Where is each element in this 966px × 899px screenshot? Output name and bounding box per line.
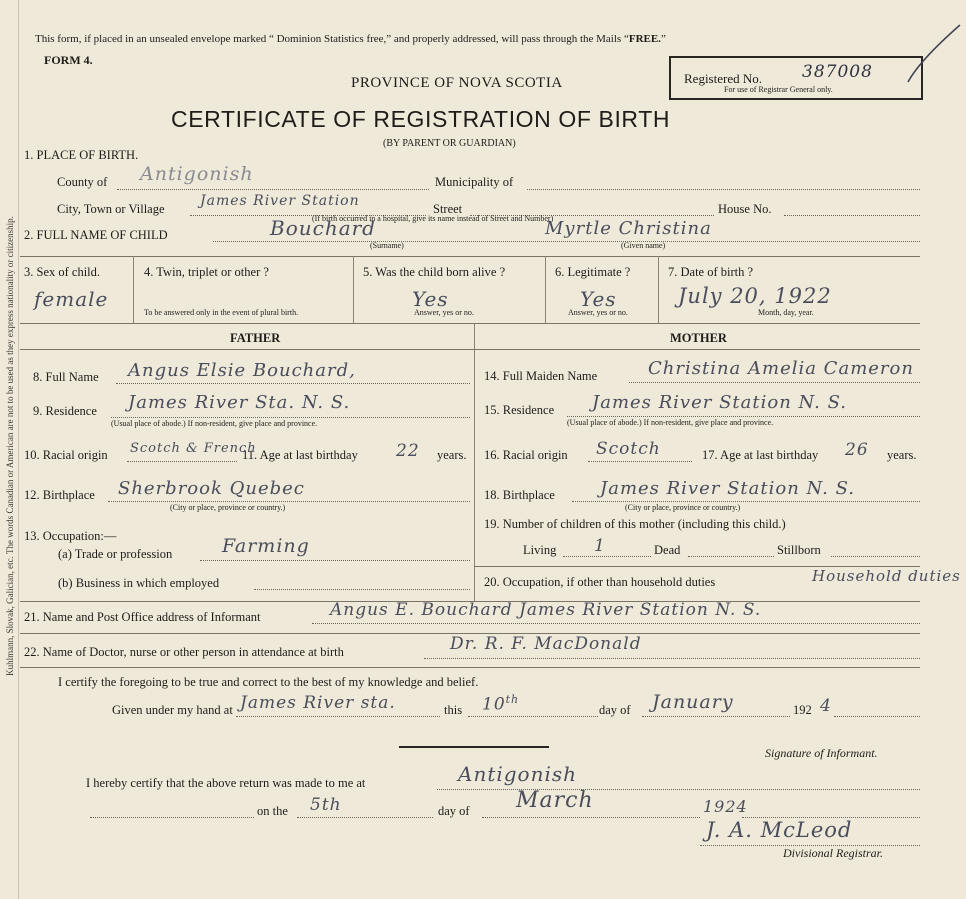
city-label: City, Town or Village (57, 202, 165, 216)
return-day-line (297, 817, 433, 818)
living-line (563, 556, 651, 557)
surname-note: (Surname) (370, 241, 404, 250)
hospital-note: (If birth occurred in a hospital, give its name instead of Street and Number) (312, 214, 554, 223)
mother-residence-value: James River Station N. S. (592, 392, 847, 413)
informant-value: Angus E. Bouchard James River Station N. S. (330, 600, 762, 620)
divider-5 (545, 256, 546, 323)
alive-note: Answer, yes or no. (414, 308, 474, 317)
mother-birthplace-line (572, 501, 920, 502)
county-value: Antigonish (140, 163, 254, 185)
child-name-line (213, 241, 920, 242)
mother-years: years. (887, 448, 917, 462)
certify-statement: I certify the foregoing to be true and correct to the best of my knowledge and belief. (58, 675, 479, 689)
mother-name-value: Christina Amelia Cameron (648, 358, 914, 379)
alive-value: Yes (412, 287, 449, 311)
informant-signature-rule (399, 746, 549, 748)
divider-3 (133, 256, 134, 323)
row-bottom-rule (20, 323, 920, 324)
trade-line (200, 560, 470, 561)
given-day-line (468, 716, 598, 717)
mother-residence-line (567, 416, 920, 417)
dob-note: Month, day, year. (758, 308, 814, 317)
registrar-title: Divisional Registrar. (783, 846, 884, 860)
father-years: years. (437, 448, 467, 462)
twin-label: 4. Twin, triplet or other ? (144, 265, 269, 279)
mother-birthplace-value: James River Station N. S. (600, 478, 855, 499)
doctor-line (424, 658, 920, 659)
children-count-label: 19. Number of children of this mother (including this child.) (484, 517, 786, 531)
mother-age-label: 17. Age at last birthday (702, 448, 819, 462)
return-label: I hereby certify that the above return was made to me at (86, 776, 366, 790)
informant-label: 21. Name and Post Office address of Informant (24, 610, 261, 624)
mother-residence-note: (Usual place of abode.) If non-resident, give place and province. (567, 418, 774, 427)
on-the-label: on the (257, 804, 288, 818)
county-line (117, 189, 429, 190)
return-month-line (482, 817, 700, 818)
given-year-prefix: 192 (793, 703, 812, 717)
day-of-label-2: day of (438, 804, 470, 818)
dead-line (688, 556, 774, 557)
father-birthplace-line (108, 501, 470, 502)
this-label: this (444, 703, 463, 717)
doctor-label: 22. Name of Doctor, nurse or other person in attendance at birth (24, 645, 344, 659)
mother-residence-label: 15. Residence (484, 403, 555, 417)
house-label: House No. (718, 202, 772, 216)
dob-label: 7. Date of birth ? (668, 265, 754, 279)
given-day-number: 10 (482, 694, 506, 715)
corner-pen-mark (900, 20, 966, 90)
place-of-birth-heading: 1. PLACE OF BIRTH. (24, 148, 139, 162)
father-birthplace-note: (City or place, province or country.) (170, 503, 286, 512)
municipality-label: Municipality of (435, 175, 514, 189)
return-place-value: Antigonish (458, 762, 578, 786)
father-residence-note: (Usual place of abode.) If non-resident, give place and province. (111, 419, 318, 428)
father-age-label: 11. Age at last birthday (242, 448, 358, 462)
twin-note: To be answered only in the event of plural birth. (144, 308, 299, 317)
mother-race-value: Scotch (596, 439, 661, 459)
mail-notice-text: This form, if placed in an unsealed envelope marked “ Dominion Statistics free,” and properly addressed, will pass through the Mails “ (35, 33, 629, 45)
divider-6 (658, 256, 659, 323)
given-year-digit: 4 (820, 696, 832, 716)
given-name-note: (Given name) (621, 241, 666, 250)
center-divider (474, 323, 475, 601)
certificate-title: CERTIFICATE OF REGISTRATION OF BIRTH (171, 106, 671, 132)
given-place-line (236, 716, 440, 717)
informant-line (312, 623, 920, 624)
living-label: Living (523, 543, 557, 557)
registered-label: Registered No. (684, 71, 762, 86)
given-month-line (642, 716, 790, 717)
father-residence-line (111, 417, 470, 418)
mail-notice-close: ” (660, 33, 666, 45)
legitimate-label: 6. Legitimate ? (555, 265, 631, 279)
street-label: Street (433, 202, 463, 216)
informant-signature-label: Signature of Informant. (765, 746, 878, 760)
father-age-value: 22 (396, 441, 420, 461)
given-day-suffix: th (505, 693, 520, 706)
father-heading: FATHER (230, 331, 281, 345)
sex-label: 3. Sex of child. (24, 265, 101, 279)
occupation-label: 13. Occupation:— (24, 529, 117, 543)
child-name-label: 2. FULL NAME OF CHILD (24, 228, 168, 242)
mother-occupation-label: 20. Occupation, if other than household duties (484, 575, 716, 589)
child-given-name: Myrtle Christina (545, 218, 712, 239)
mother-birthplace-note: (City or place, province or country.) (625, 503, 741, 512)
father-residence-value: James River Sta. N. S. (128, 392, 351, 413)
father-residence-label: 9. Residence (33, 404, 97, 418)
heading-rule (20, 349, 920, 350)
sex-value: female (34, 287, 109, 311)
father-race-label: 10. Racial origin (24, 448, 108, 462)
city-value: James River Station (200, 193, 360, 209)
row-top-rule (20, 256, 920, 257)
mother-race-line (588, 461, 692, 462)
mother-birthplace-label: 18. Birthplace (484, 488, 555, 502)
county-label: County of (57, 175, 108, 189)
given-year-line (834, 716, 920, 717)
given-month-value: January (652, 691, 734, 713)
dob-value: July 20, 1922 (678, 284, 832, 308)
business-label: (b) Business in which employed (58, 576, 220, 590)
registrar-use-note: For use of Registrar General only. (724, 85, 833, 94)
dead-label: Dead (654, 543, 681, 557)
father-name-label: 8. Full Name (33, 370, 99, 384)
father-race-value: Scotch & French (130, 441, 257, 456)
doctor-value: Dr. R. F. MacDonald (450, 634, 642, 654)
mother-heading: MOTHER (670, 331, 727, 345)
mother-name-label: 14. Full Maiden Name (484, 369, 598, 383)
house-line (784, 215, 920, 216)
given-place-value: James River sta. (240, 693, 396, 713)
return-place-line (437, 789, 920, 790)
registered-number: 387008 (802, 62, 873, 82)
father-birthplace-label: 12. Birthplace (24, 488, 95, 502)
mother-race-label: 16. Racial origin (484, 448, 568, 462)
on-the-pre-line (90, 817, 254, 818)
free-word: FREE. (628, 33, 661, 45)
day-of-label: day of (599, 703, 631, 717)
return-day-value: 5th (310, 795, 342, 815)
return-year-value: 1924 (703, 797, 748, 816)
living-value: 1 (594, 536, 606, 556)
legitimate-value: Yes (580, 287, 617, 311)
left-edge-strip (0, 0, 19, 899)
mail-notice (35, 33, 666, 45)
mother-age-value: 26 (845, 440, 869, 460)
return-month-value: March (516, 788, 594, 813)
stillborn-line (831, 556, 920, 557)
legitimate-note: Answer, yes or no. (568, 308, 628, 317)
stillborn-label: Stillborn (777, 543, 821, 557)
alive-label: 5. Was the child born alive ? (363, 265, 506, 279)
given-label: Given under my hand at (112, 703, 233, 717)
given-day-value (482, 693, 519, 715)
municipality-line (527, 189, 920, 190)
mother-name-line (629, 382, 920, 383)
edge-instruction-text: Kuhlmann, Slovak, Galician, etc. The words Canadian or American are not to be used as they express nationality or citizenship. (5, 216, 15, 676)
child-surname: Bouchard (270, 216, 376, 240)
mother-occupation-value: Household duties (812, 567, 961, 585)
father-birthplace-value: Sherbrook Quebec (118, 478, 305, 499)
certificate-subtitle: (BY PARENT OR GUARDIAN) (383, 138, 516, 149)
form-number: FORM 4. (44, 53, 93, 67)
registrar-signature: J. A. McLeod (706, 818, 853, 842)
father-name-line (116, 383, 470, 384)
father-race-line (127, 461, 237, 462)
trade-label: (a) Trade or profession (58, 547, 173, 561)
province-title: PROVINCE OF NOVA SCOTIA (351, 75, 563, 91)
business-line (254, 589, 470, 590)
divider-4 (353, 256, 354, 323)
doctor-bottom-rule (20, 667, 920, 668)
trade-value: Farming (222, 535, 310, 557)
father-name-value: Angus Elsie Bouchard, (128, 360, 356, 381)
